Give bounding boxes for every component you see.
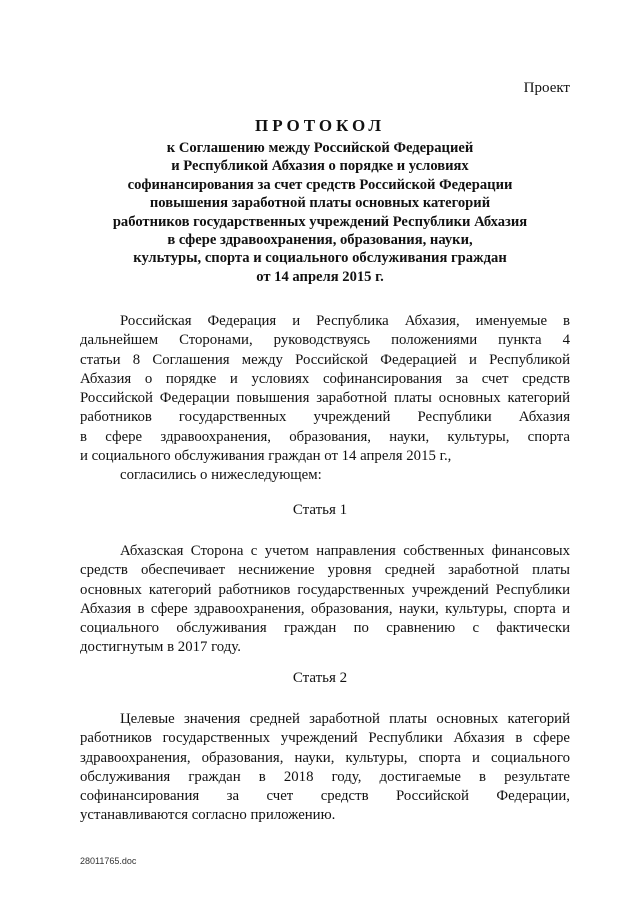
subtitle-line: от 14 апреля 2015 г. [256, 268, 384, 285]
document-title: ПРОТОКОЛ [254, 116, 385, 135]
subtitle-line: работников государственных учреждений Республики Абхазия [112, 213, 528, 230]
article-2-line: здравоохранения, образования, науки, культуры, спорта и социального [80, 749, 570, 766]
draft-label: Проект [523, 80, 570, 96]
article-1-line: средств обеспечивает неснижение уровня средней заработной платы [80, 562, 570, 579]
subtitle-line: и Республикой Абхазия о порядке и условиях [171, 158, 469, 175]
article-1-line: достигнутым в 2017 году. [80, 639, 241, 656]
subtitle-line: софинансирования за счет средств Российской Федерации [127, 176, 513, 193]
preamble-line: Российской Федерации повышения заработной платы основных категорий [80, 390, 570, 407]
article-2-line: устанавливаются согласно приложению. [80, 807, 336, 824]
preamble-line: Российская Федерация и Республика Абхазия, именуемые в [120, 313, 570, 329]
article-2-line: работников государственных учреждений Республики Абхазия в сфере [80, 730, 570, 747]
subtitle-line: культуры, спорта и социального обслуживания граждан [133, 250, 507, 267]
article-1-line: Абхазская Сторона с учетом направления собственных финансовых [120, 543, 570, 559]
article-1-line: основных категорий работников государственных учреждений Республики [80, 581, 570, 598]
preamble-line: Абхазия о порядке и условиях софинансирования за счет средств [80, 370, 570, 387]
article-2-line: обслуживания граждан в 2018 году, достигаемые в результате [80, 768, 570, 785]
agreed-line: согласились о нижеследующем: [120, 467, 322, 484]
article-2-paragraph [80, 710, 570, 826]
file-name-footer: 28011765.doc [80, 856, 137, 866]
article-1-paragraph [80, 542, 570, 658]
preamble-paragraph [80, 312, 570, 486]
preamble-line: статьи 8 Соглашения между Российской Федерацией и Республикой [80, 351, 570, 368]
article-1-line: социального обслуживания граждан по сравнению с фактически [80, 620, 570, 637]
document-subtitle [60, 139, 580, 286]
article-1-line: Абхазия в сфере здравоохранения, образования, науки, культуры, спорта и [80, 600, 570, 617]
subtitle-line: повышения заработной платы основных категорий [149, 195, 491, 212]
preamble-line: в сфере здравоохранения, образования, науки, культуры, спорта [80, 428, 570, 445]
article-2-line: софинансирования за счет средств Российской Федерации, [80, 788, 570, 805]
preamble-line: и социального обслуживания граждан от 14 апреля 2015 г., [80, 448, 452, 465]
subtitle-line: в сфере здравоохранения, образования, науки, [167, 232, 473, 249]
article-2-line: Целевые значения средней заработной платы основных категорий [120, 711, 570, 727]
preamble-line: работников государственных учреждений Республики Абхазия [80, 409, 570, 426]
subtitle-line: к Соглашению между Российской Федерацией [166, 140, 474, 156]
article-1-heading: Статья 1 [292, 502, 348, 518]
preamble-line: дальнейшем Сторонами, руководствуясь положениями пункта 4 [80, 332, 570, 349]
article-2-heading: Статья 2 [292, 670, 348, 686]
